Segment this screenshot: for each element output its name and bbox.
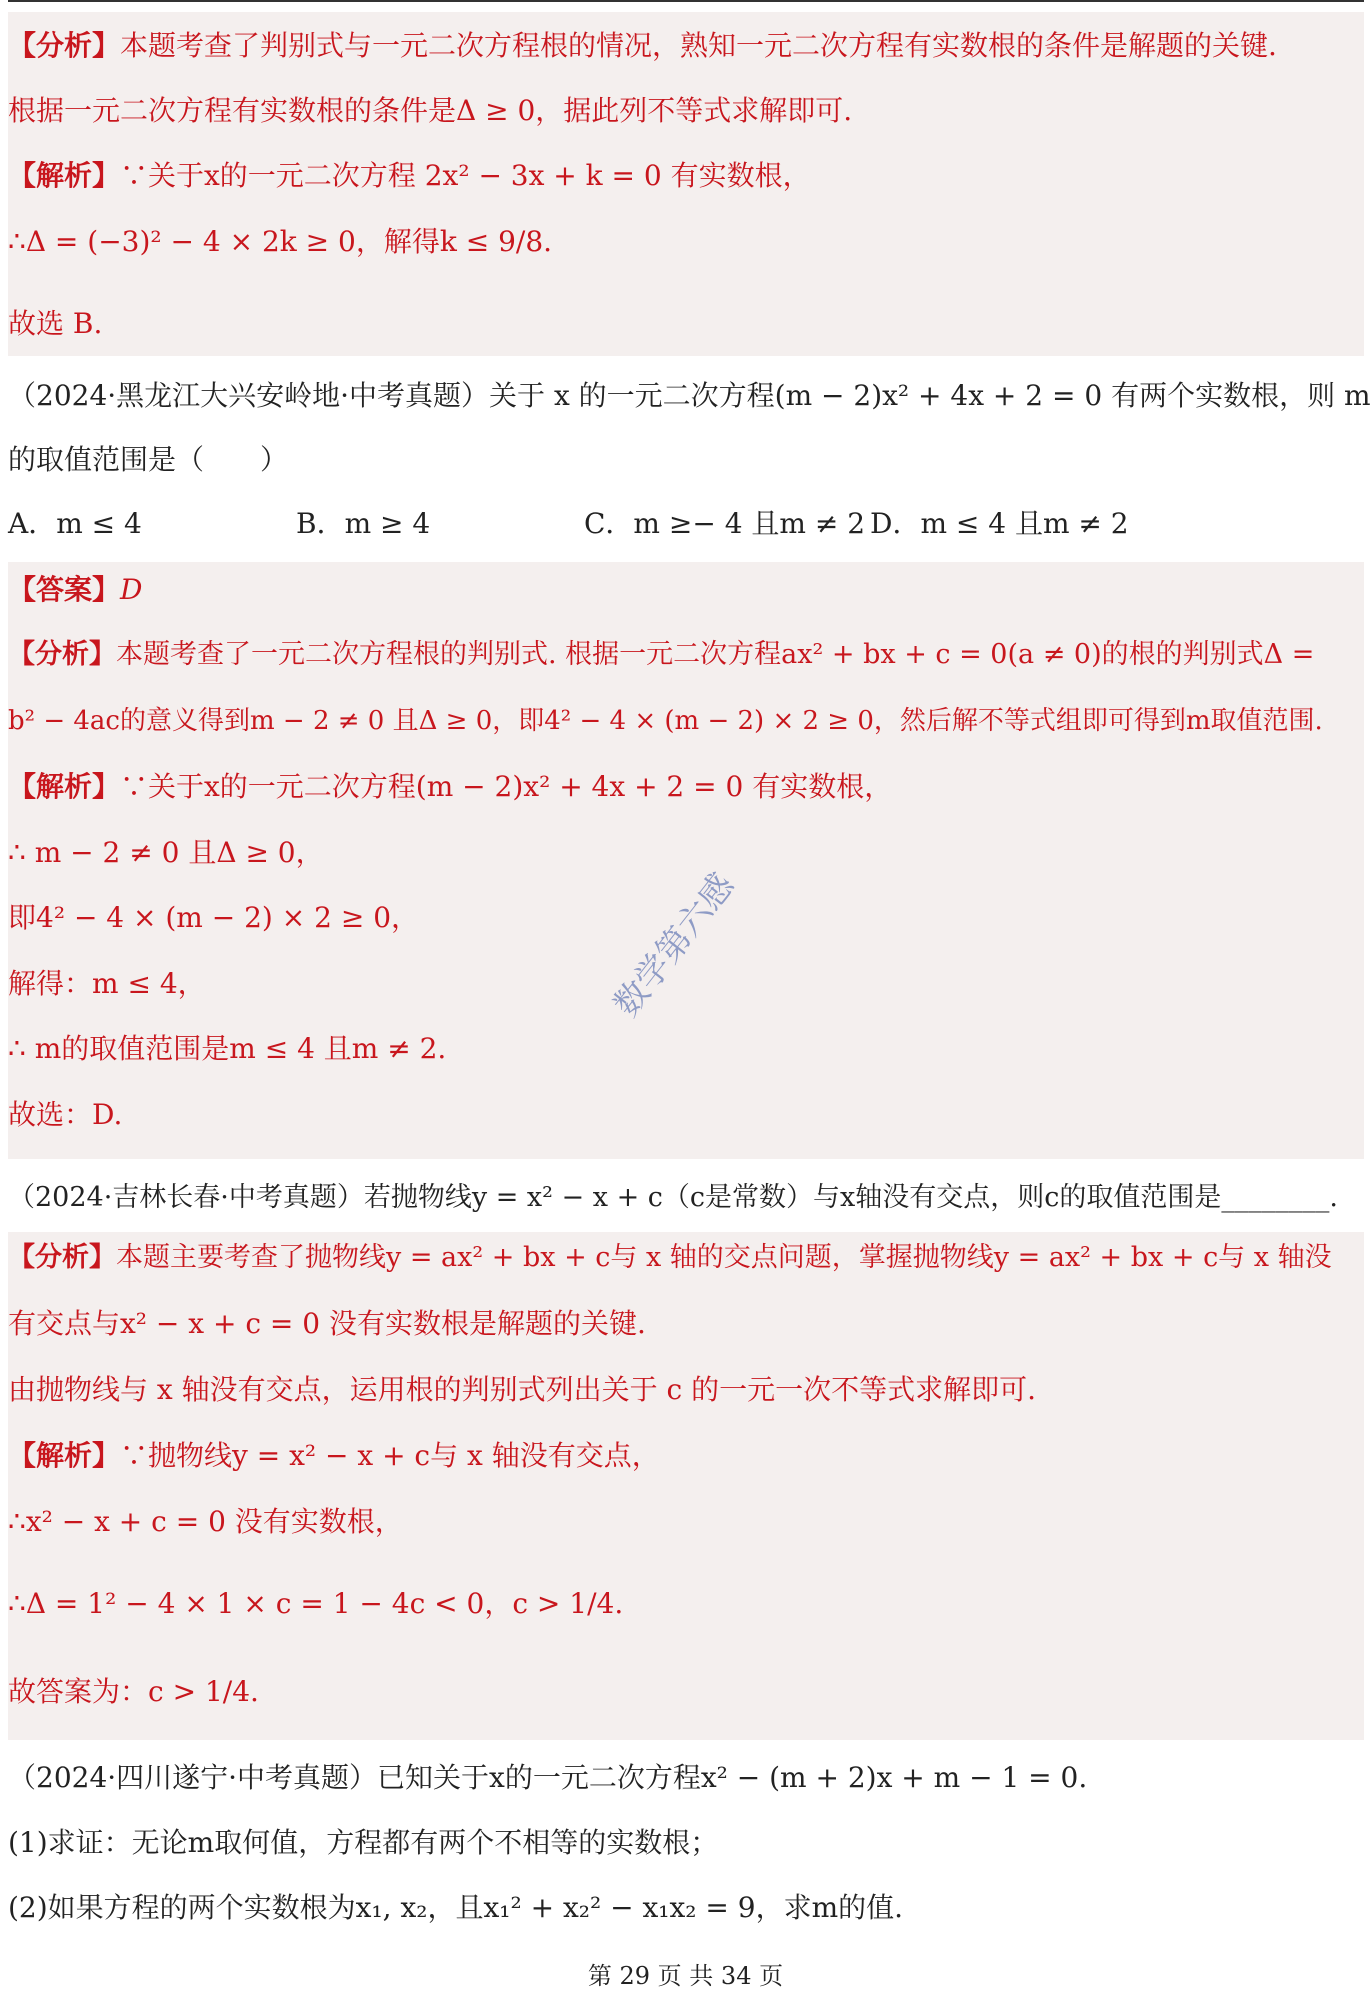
analysis-tag: 【分析】 (8, 639, 116, 670)
question-3-line-1: （2024·吉林长春·中考真题）若抛物线y = x² − x + c（c是常数）与x轴没有交点，则c的取值范围是________. (8, 1182, 1338, 1213)
analysis-line (8, 1238, 1332, 1278)
question-3 (8, 1170, 1364, 1226)
analysis-line (8, 635, 1314, 675)
analysis-line-2: b² − 4ac的意义得到m − 2 ≠ 0 且Δ ≥ 0，即4² − 4 × (m − 2) × 2 ≥ 0，然后解不等式组即可得到m取值范围. (8, 706, 1323, 736)
solution-line-3: 即4² − 4 × (m − 2) × 2 ≥ 0， (8, 901, 420, 934)
solution-line-5: ∴ m的取值范围是m ≤ 4 且m ≠ 2. (8, 1032, 447, 1065)
solution-tag: 【解析】 (8, 159, 121, 192)
question-4-part-2: (2)如果方程的两个实数根为x₁, x₂，且x₁² + x₂² − x₁x₂ = 9，求m的值. (8, 1891, 904, 1924)
watermark: 数学第六感 (606, 865, 743, 1025)
analysis-line-2: 有交点与x² − x + c = 0 没有实数根是解题的关键. (8, 1307, 646, 1340)
solution-line-2: ∴x² − x + c = 0 没有实数根， (8, 1505, 403, 1538)
solution-line-4: 解得：m ≤ 4， (8, 967, 206, 1000)
analysis-text: 本题考查了判别式与一元二次方程根的情况，熟知一元二次方程有实数根的条件是解题的关键. (120, 29, 1277, 62)
solution-line-6: 故选：D. (8, 1098, 123, 1131)
solution-line-4: 故答案为：c > 1/4. (8, 1675, 259, 1708)
solution-block-2 (8, 562, 1364, 1159)
solution-line-3: 故选 B. (8, 307, 103, 340)
solution-text: ∵关于x的一元二次方程 2x² − 3x + k = 0 有实数根， (120, 159, 811, 192)
solution-block-1-tail (8, 294, 1364, 356)
answer-value: D (120, 573, 143, 606)
analysis-tag: 【分析】 (8, 29, 121, 62)
answer-line (8, 570, 142, 610)
page-footer: 第 29 页 共 34 页 (587, 1962, 784, 1990)
question-2-line-1: （2024·黑龙江大兴安岭地·中考真题）关于 x 的一元二次方程(m − 2)x² + 4x + 2 = 0 有两个实数根，则 m (8, 379, 1371, 412)
analysis-tag: 【分析】 (8, 1242, 116, 1273)
solution-text: ∵抛物线y = x² − x + c与 x 轴没有交点， (120, 1439, 660, 1472)
choice-a: A．m ≤ 4 (8, 507, 142, 540)
solution-block-1 (8, 12, 1364, 294)
choice-d: D．m ≤ 4 且m ≠ 2 (870, 507, 1129, 540)
analysis-line (8, 26, 1277, 66)
solution-line-2: ∴ m − 2 ≠ 0 且Δ ≥ 0， (8, 836, 324, 869)
solution-line (8, 156, 811, 196)
choice-b: B．m ≥ 4 (296, 507, 431, 540)
choice-c: C．m ≥− 4 且m ≠ 2 (584, 507, 866, 540)
question-2-line-2: 的取值范围是（ ） (8, 443, 289, 476)
solution-line (8, 1436, 660, 1476)
answer-tag: 【答案】 (8, 573, 121, 606)
question-4 (8, 1750, 1364, 1930)
question-4-part-1: (1)求证：无论m取何值，方程都有两个不相等的实数根； (8, 1826, 719, 1859)
question-2 (8, 368, 1371, 548)
analysis-text: 本题考查了一元二次方程根的判别式. 根据一元二次方程ax² + bx + c = 0(a ≠ 0)的根的判别式Δ = (116, 639, 1315, 670)
top-rule (8, 0, 1364, 2)
solution-text: ∵关于x的一元二次方程(m − 2)x² + 4x + 2 = 0 有实数根， (120, 770, 893, 803)
solution-block-3 (8, 1232, 1364, 1740)
solution-line-3: ∴Δ = 1² − 4 × 1 × c = 1 − 4c < 0，c > 1/4. (8, 1587, 624, 1620)
solution-tag: 【解析】 (8, 1439, 121, 1472)
solution-tag: 【解析】 (8, 770, 121, 803)
analysis-line-3: 由抛物线与 x 轴没有交点，运用根的判别式列出关于 c 的一元一次不等式求解即可. (8, 1373, 1036, 1406)
question-4-line-1: （2024·四川遂宁·中考真题）已知关于x的一元二次方程x² − (m + 2)x + m − 1 = 0. (8, 1761, 1088, 1794)
solution-line-2: ∴Δ = (−3)² − 4 × 2k ≥ 0，解得k ≤ 9/8. (8, 225, 553, 258)
analysis-text: 本题主要考查了抛物线y = ax² + bx + c与 x 轴的交点问题，掌握抛物线y = ax² + bx + c与 x 轴没 (116, 1242, 1332, 1273)
analysis-line-2: 根据一元二次方程有实数根的条件是Δ ≥ 0，据此列不等式求解即可. (8, 94, 853, 127)
solution-line (8, 767, 892, 807)
